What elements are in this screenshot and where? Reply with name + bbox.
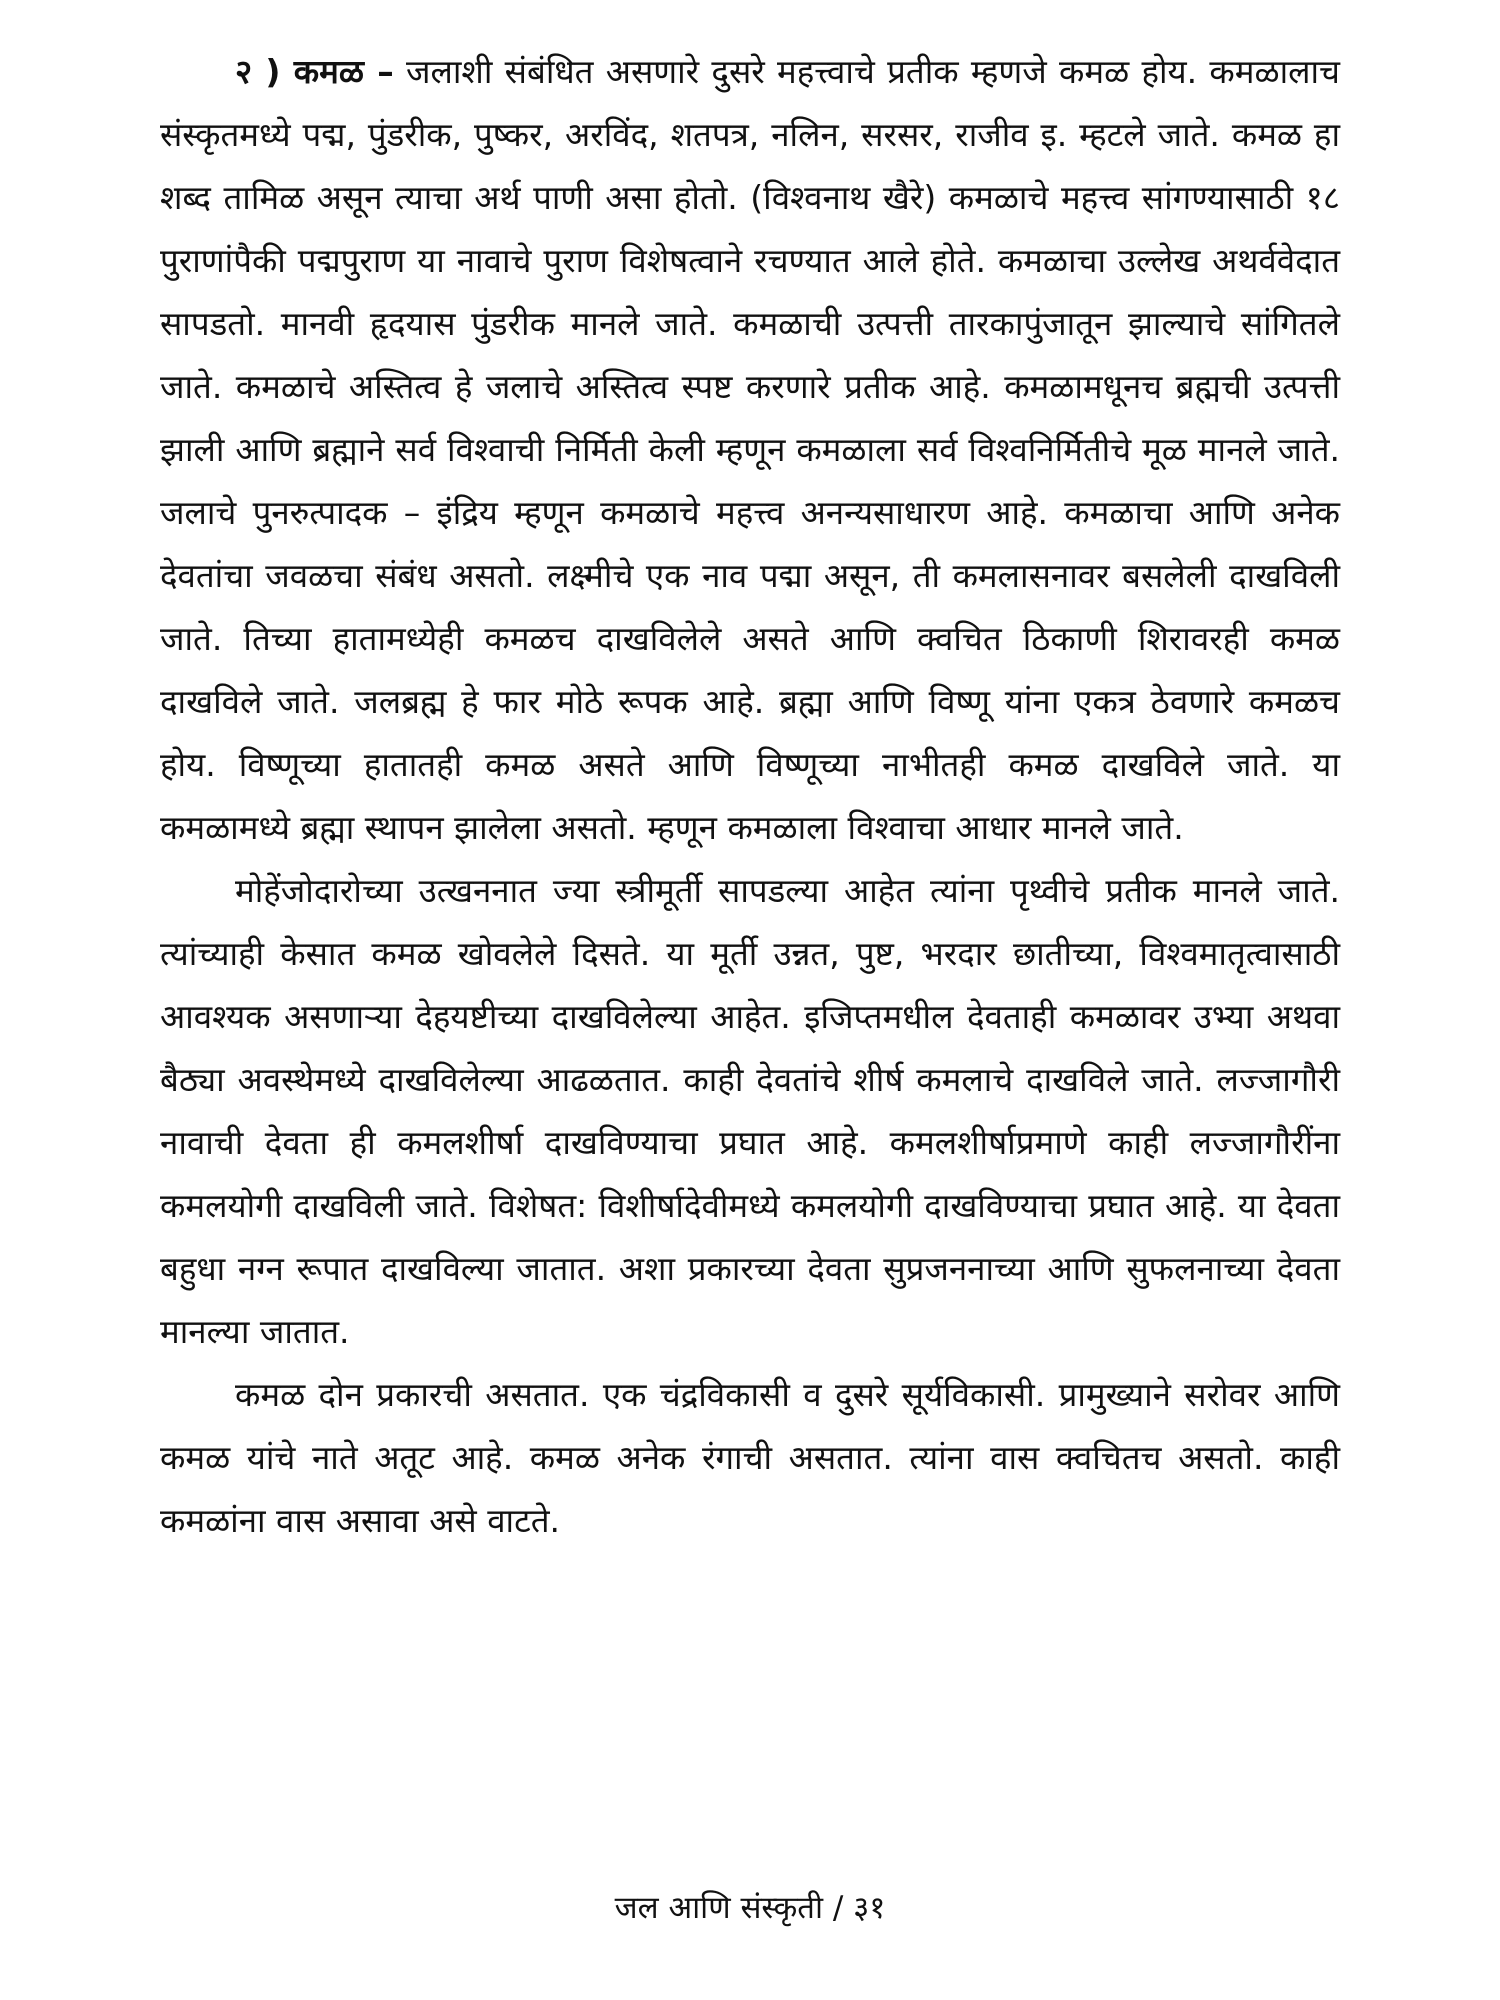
paragraph-mohenjodaro: मोहेंजोदारोच्या उत्खननात ज्या स्त्रीमूर्ती सापडल्या आहेत त्यांना पृथ्वीचे प्रतीक मानले जाते. त्यांच्याही केसात कमळ खोवलेले दिसते. या मूर्ती उन्नत, पुष्ट, भरदार छातीच्या, विश्वमातृत्वासाठी आवश्यक असणाऱ्या देहयष्टीच्या दाखविलेल्या आहेत. इजिप्तमधील देवताही कमळावर उभ्या अथवा बैठ्या अवस्थेमध्ये दाखविलेल्या आढळतात. काही देवतांचे शीर्ष कमलाचे दाखविले जाते. लज्जागौरी नावाची देवता ही कमलशीर्षा दाखविण्याचा प्रघात आहे. कमलशीर्षाप्रमाणे काही लज्जागौरींना कमलयोगी दाखविली जाते. विशेषत: विशीर्षादेवीमध्ये कमलयोगी दाखविण्याचा प्रघात आहे. या देवता बहुधा नग्न रूपात दाखविल्या जातात. अशा प्रकारच्या देवता सुप्रजननाच्या आणि सुफलनाच्या देवता मानल्या जातात. (160, 871, 1340, 1351)
document-page (160, 40, 1340, 1960)
paragraph-1-text: जलाशी संबंधित असणारे दुसरे महत्त्वाचे प्रतीक म्हणजे कमळ होय. कमळालाच संस्कृतमध्ये पद्म, पुंडरीक, पुष्कर, अरविंद, शतपत्र, नलिन, सरसर, राजीव इ. म्हटले जाते. कमळ हा शब्द तामिळ असून त्याचा अर्थ पाणी असा होतो. (विश्वनाथ खैरे) कमळाचे महत्त्व सांगण्यासाठी १८ पुराणांपैकी पद्मपुराण या नावाचे पुराण विशेषत्वाने रचण्यात आले होते. कमळाचा उल्लेख अथर्ववेदात सापडतो. मानवी हृदयास पुंडरीक मानले जाते. कमळाची उत्पत्ती तारकापुंजातून झाल्याचे सांगितले जाते. कमळाचे अस्तित्व हे जलाचे अस्तित्व स्पष्ट करणारे प्रतीक आहे. कमळामधूनच ब्रह्मची उत्पत्ती झाली आणि ब्रह्माने सर्व विश्वाची निर्मिती केली म्हणून कमळाला सर्व विश्वनिर्मितीचे मूळ मानले जाते. जलाचे पुनरुत्पादक – इंद्रिय म्हणून कमळाचे महत्त्व अनन्यसाधारण आहे. कमळाचा आणि अनेक देवतांचा जवळचा संबंध असतो. लक्ष्मीचे एक नाव पद्मा असून, ती कमलासनावर बसलेली दाखविली जाते. तिच्या हातामध्येही कमळच दाखविलेले असते आणि क्वचित ठिकाणी शिरावरही कमळ दाखविले जाते. जलब्रह्म हे फार मोठे रूपक आहे. ब्रह्मा आणि विष्णू यांना एकत्र ठेवणारे कमळच होय. विष्णूच्या हातातही कमळ असते आणि विष्णूच्या नाभीतही कमळ दाखविले जाते. या कमळामध्ये ब्रह्मा स्थापन झालेला असतो. म्हणून कमळाला विश्वाचा आधार मानले जाते. (160, 52, 1340, 847)
section-heading: २ ) कमळ – (235, 52, 394, 91)
paragraph-lotus-intro (160, 40, 1340, 859)
paragraph-lotus-types: कमळ दोन प्रकारची असतात. एक चंद्रविकासी व दुसरे सूर्यविकासी. प्रामुख्याने सरोवर आणि कमळ यांचे नाते अतूट आहे. कमळ अनेक रंगाची असतात. त्यांना वास क्वचितच असतो. काही कमळांना वास असावा असे वाटते. (160, 1375, 1340, 1540)
page-footer: जल आणि संस्कृती / ३१ (614, 1890, 886, 1926)
